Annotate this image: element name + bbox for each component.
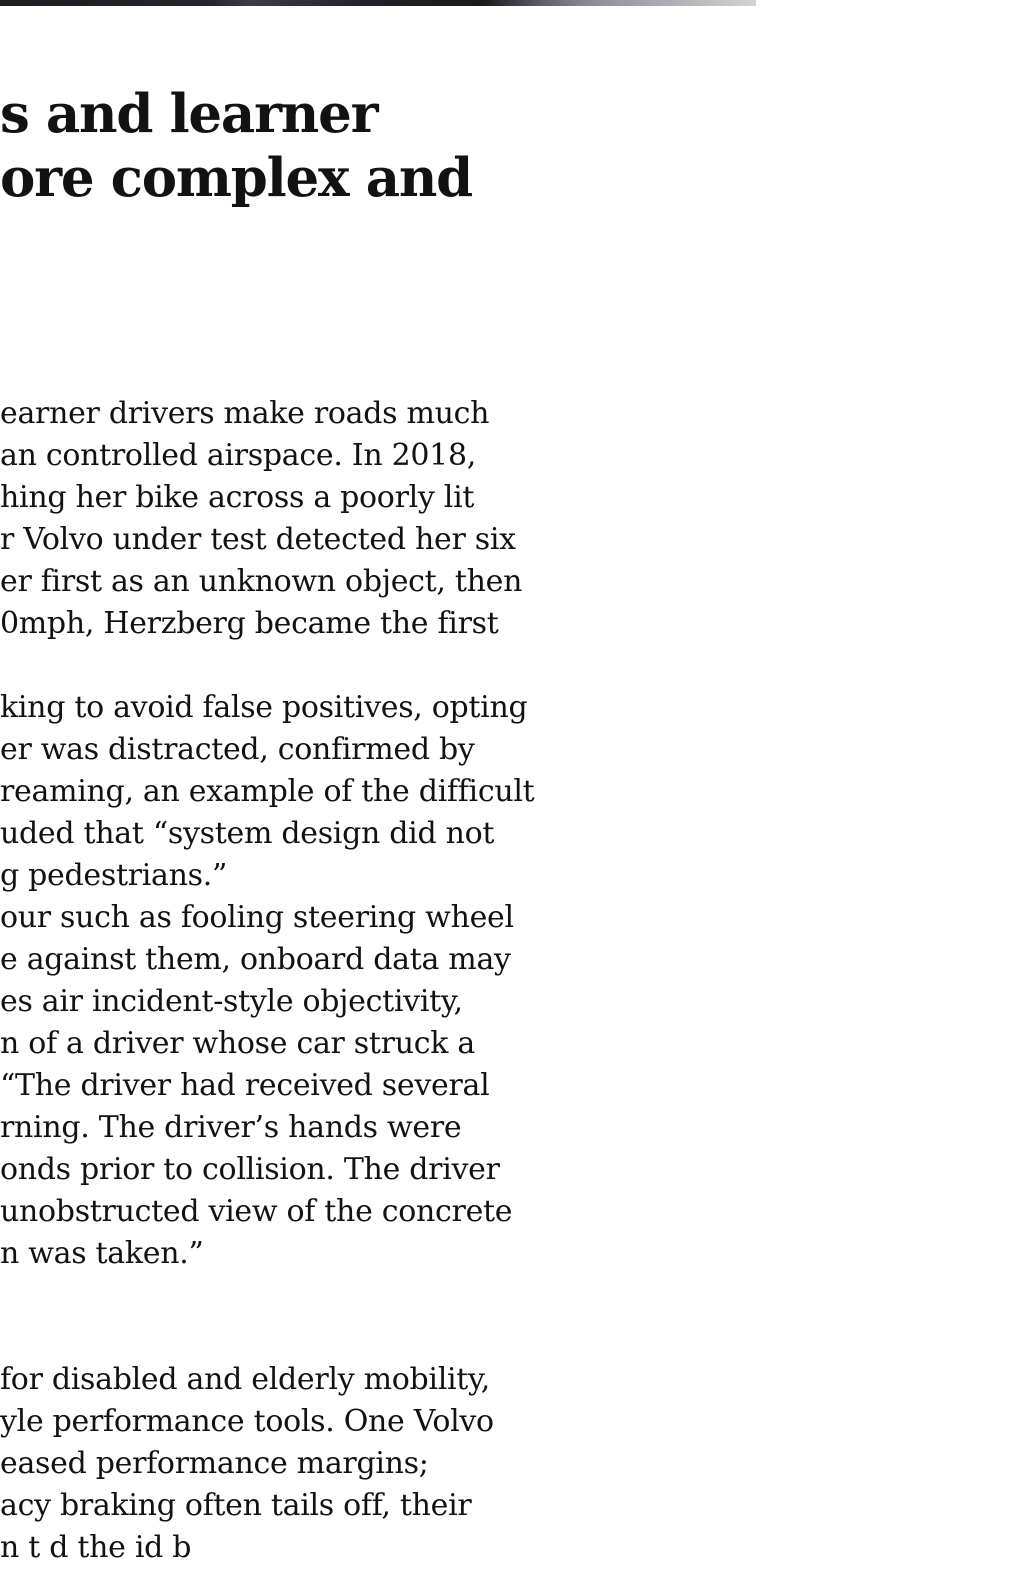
body-line: unobstructed view of the concrete (0, 1194, 513, 1229)
body-line: our such as fooling steering wheel (0, 900, 514, 935)
body-line: eased performance margins; (0, 1446, 429, 1481)
body-line: g pedestrians.” (0, 858, 228, 893)
body-line: er first as an unknown object, then (0, 564, 523, 599)
body-line: yle performance tools. One Volvo (0, 1404, 494, 1439)
body-line: onds prior to collision. The driver (0, 1152, 500, 1187)
body-line: rning. The driver’s hands were (0, 1110, 462, 1145)
body-line: e against them, onboard data may (0, 942, 511, 977)
hero-image-bottom-edge (0, 0, 756, 6)
body-line: n t d the id b (0, 1530, 192, 1565)
body-line: an controlled airspace. In 2018, (0, 438, 476, 473)
body-line: “The driver had received several (0, 1068, 490, 1103)
body-line: 0mph, Herzberg became the first (0, 606, 499, 641)
body-line: es air incident-style objectivity, (0, 984, 463, 1019)
headline-line: ore complex and (0, 147, 473, 209)
body-line: earner drivers make roads much (0, 396, 490, 431)
body-line: n was taken.” (0, 1236, 204, 1271)
body-line: er was distracted, confirmed by (0, 732, 475, 767)
paragraph-spacer (0, 1317, 534, 1359)
body-line: uded that “system design did not (0, 816, 495, 851)
body-line: r Volvo under test detected her six (0, 522, 516, 557)
paragraph-spacer (0, 1275, 534, 1317)
body-line: acy braking often tails off, their (0, 1488, 472, 1523)
article-headline (0, 82, 472, 210)
body-line: reaming, an example of the difficult (0, 774, 535, 809)
article-body (0, 393, 534, 1569)
body-line: king to avoid false positives, opting (0, 690, 528, 725)
body-line: n of a driver whose car struck a (0, 1026, 475, 1061)
headline-line: s and learner (0, 83, 378, 145)
body-line: for disabled and elderly mobility, (0, 1362, 490, 1397)
paragraph-spacer (0, 645, 534, 687)
body-line: hing her bike across a poorly lit (0, 480, 475, 515)
